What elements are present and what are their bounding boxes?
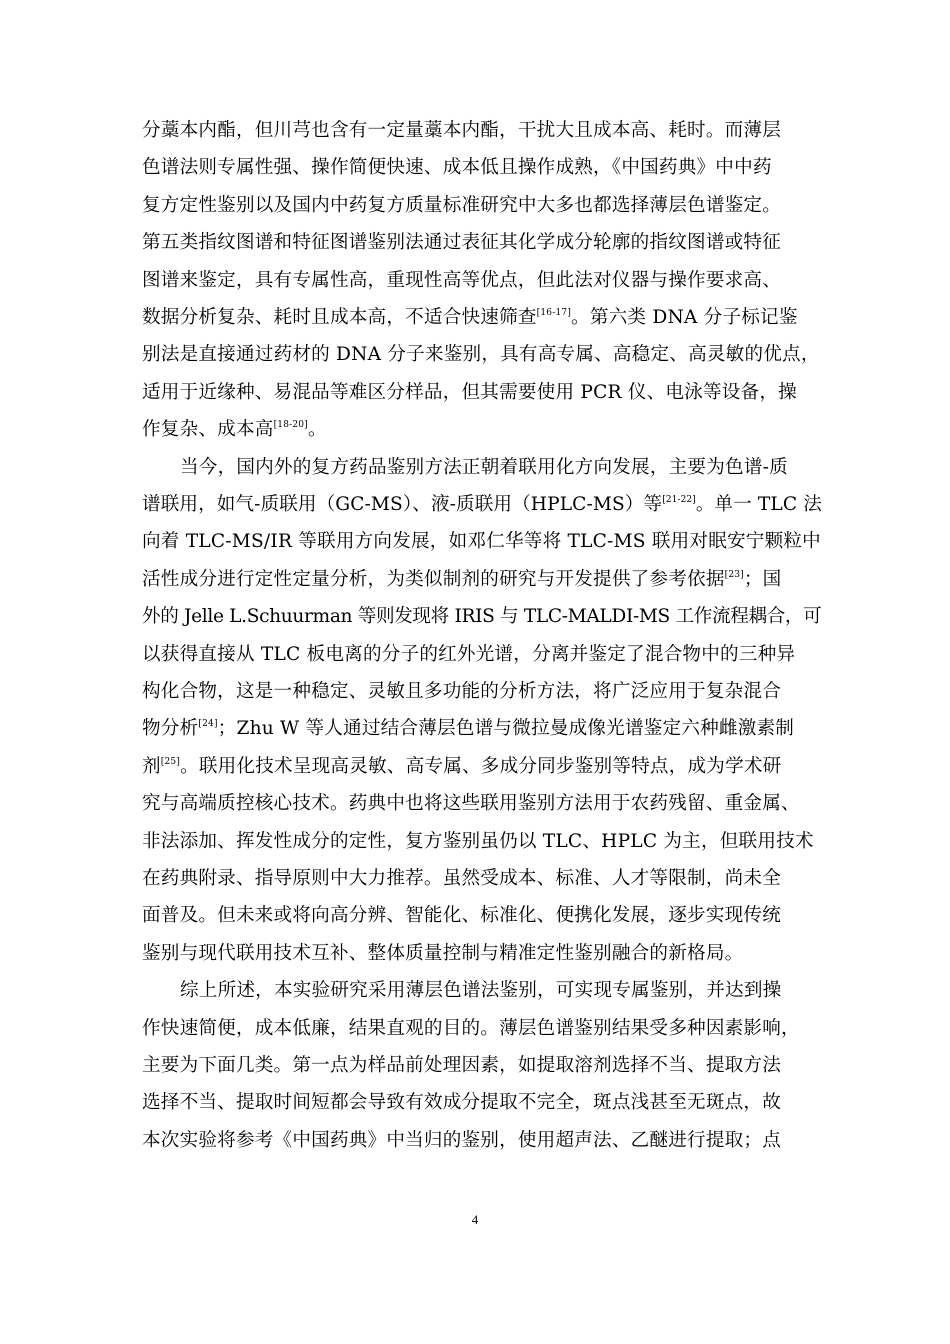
text-line <box>142 903 822 929</box>
line-text: 鉴别与现代联用技术互补、整体质量控制与精准定性鉴别融合的新格局。 <box>142 942 744 964</box>
text-line <box>142 829 822 855</box>
line-text-continued: ；Zhu W 等人通过结合薄层色谱与微拉曼成像光谱鉴定六种雌激素制 <box>217 718 795 740</box>
citation-ref: [18-20] <box>273 420 308 431</box>
line-text: 色谱法则专属性强、操作简便快速、成本低且操作成熟，《中国药典》中中药 <box>142 157 772 179</box>
line-text: 外的 Jelle L.Schuurman 等则发现将 IRIS 与 TLC-MALDI-MS 工作流程耦合，可 <box>142 606 822 628</box>
text-line <box>142 417 327 443</box>
line-text: 谱联用，如气-质联用（GC-MS）、液-质联用（HPLC-MS）等 <box>142 494 663 515</box>
text-line <box>142 716 822 742</box>
text-line <box>142 642 822 668</box>
line-text: 图谱来鉴定，具有专属性高，重现性高等优点，但此法对仪器与操作要求高、 <box>142 269 781 291</box>
text-line <box>142 529 822 555</box>
text-line <box>142 1090 822 1116</box>
text-line <box>142 118 822 144</box>
citation-ref: [24] <box>198 719 218 730</box>
text-line <box>142 866 822 892</box>
line-text: 复方定性鉴别以及国内中药复方质量标准研究中大多也都选择薄层色谱鉴定。 <box>142 194 781 216</box>
line-text-continued: 。 <box>307 419 327 441</box>
text-line <box>142 1053 822 1079</box>
text-line <box>142 754 822 780</box>
text-line <box>142 268 822 294</box>
citation-ref: [23] <box>724 569 744 580</box>
line-text: 作复杂、成本高 <box>142 419 274 441</box>
citation-ref: [16-17] <box>536 308 572 318</box>
line-text: 主要为下面几类。第一点为样品前处理因素，如提取溶剂选择不当、提取方法 <box>142 1055 781 1076</box>
citation-ref: [21-22] <box>662 495 696 505</box>
text-line <box>142 492 822 518</box>
text-line <box>142 1016 822 1042</box>
line-text: 物分析 <box>142 718 199 740</box>
text-line <box>180 455 822 481</box>
line-text-continued: 。第六类 DNA 分子标记鉴 <box>571 307 798 328</box>
line-text: 综上所述，本实验研究采用薄层色谱法鉴别，可实现专属鉴别，并达到操 <box>180 980 782 1002</box>
text-line <box>142 941 743 967</box>
line-text: 面普及。但未来或将向高分辨、智能化、标准化、便携化发展，逐步实现传统 <box>142 905 781 927</box>
line-text: 选择不当、提取时间短都会导致有效成分提取不完全，斑点浅甚至无斑点，故 <box>142 1092 781 1114</box>
text-line <box>142 230 822 256</box>
text-line <box>180 978 822 1004</box>
line-text: 当今，国内外的复方药品鉴别方法正朝着联用化方向发展，主要为色谱-质 <box>180 456 788 478</box>
line-text-continued: 。联用化技术呈现高灵敏、高专属、多成分同步鉴别等特点，成为学术研 <box>180 755 782 777</box>
text-line <box>142 305 822 331</box>
text-line <box>142 193 822 219</box>
line-text: 数据分析复杂、耗时且成本高，不适合快速筛查 <box>142 307 537 328</box>
page-number: 4 <box>471 1212 479 1227</box>
line-text: 分藁本内酯，但川芎也含有一定量藁本内酯，干扰大且成本高、耗时。而薄层 <box>142 120 781 141</box>
line-text: 以获得直接从 TLC 板电离的分子的红外光谱，分离并鉴定了混合物中的三种异 <box>142 643 796 665</box>
line-text: 向着 TLC-MS/IR 等联用方向发展，如邓仁华等将 TLC-MS 联用对眠安宁颗粒中 <box>142 531 821 553</box>
line-text: 剂 <box>142 755 161 777</box>
line-text: 在药典附录、指导原则中大力推荐。虽然受成本、标准、人才等限制，尚未全 <box>142 868 781 889</box>
line-text: 作快速简便，成本低廉，结果直观的目的。薄层色谱鉴别结果受多种因素影响， <box>142 1017 800 1039</box>
text-line <box>142 567 822 593</box>
text-line <box>142 155 822 181</box>
text-line <box>142 380 822 406</box>
text-line <box>142 604 822 630</box>
line-text: 本次实验将参考《中国药典》中当归的鉴别，使用超声法、乙醚进行提取；点 <box>142 1129 781 1151</box>
line-text-continued: 。单一 TLC 法 <box>695 494 822 515</box>
line-text: 适用于近缘种、易混品等难区分样品，但其需要使用 PCR 仪、电泳等设备，操 <box>142 381 797 403</box>
citation-ref: [25] <box>160 756 181 767</box>
line-text: 别法是直接通过药材的 DNA 分子来鉴别，具有高专属、高稳定、高灵敏的优点， <box>142 344 820 366</box>
line-text: 究与高端质控核心技术。药典中也将这些联用鉴别方法用于农药残留、重金属、 <box>142 793 800 815</box>
text-line <box>142 791 822 817</box>
text-line <box>142 679 822 705</box>
text-line <box>142 342 822 368</box>
line-text: 构化合物，这是一种稳定、灵敏且多功能的分析方法，将广泛应用于复杂混合 <box>142 681 781 702</box>
line-text: 非法添加、挥发性成分的定性，复方鉴别虽仍以 TLC、HPLC 为主，但联用技术 <box>142 830 814 852</box>
text-line <box>142 1128 822 1154</box>
line-text: 第五类指纹图谱和特征图谱鉴别法通过表征其化学成分轮廓的指纹图谱或特征 <box>142 232 781 254</box>
line-text-continued: ；国 <box>743 568 782 590</box>
line-text: 活性成分进行定性定量分析，为类似制剂的研究与开发提供了参考依据 <box>142 568 725 590</box>
